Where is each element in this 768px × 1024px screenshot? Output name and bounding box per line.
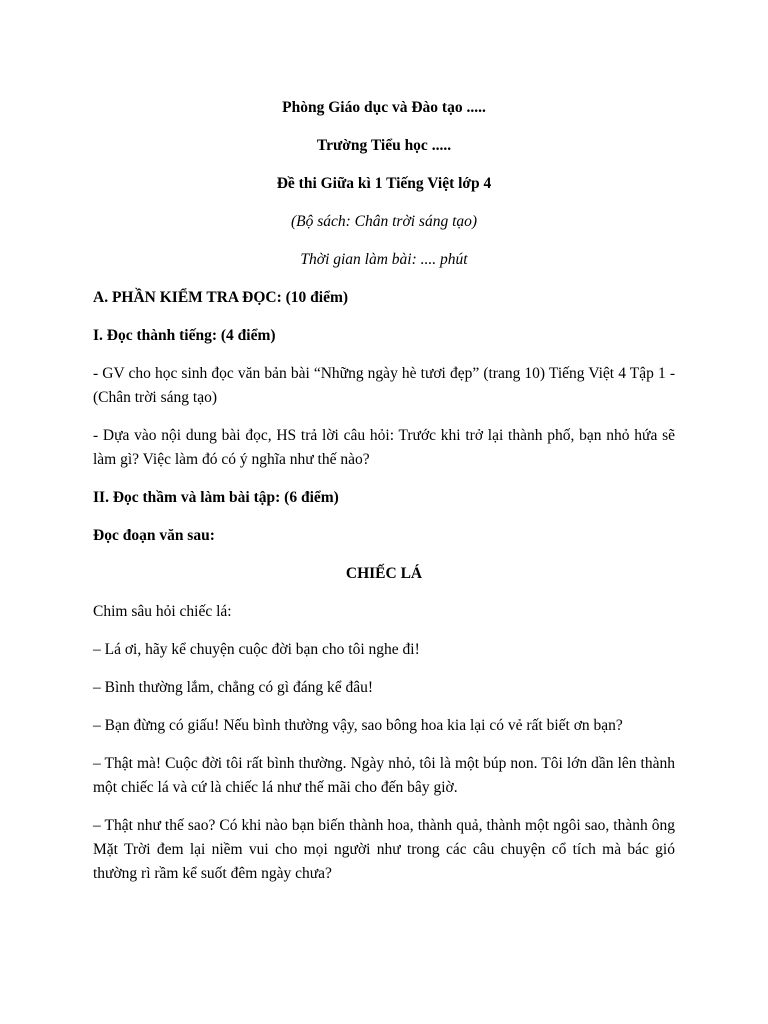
section-a-heading: A. PHẦN KIỂM TRA ĐỌC: (10 điểm) [93, 289, 349, 306]
part-1-item: - Dựa vào nội dung bài đọc, HS trả lời câu hỏi: Trước khi trở lại thành phố, bạn nhỏ hứa sẽ làm gì? Việc làm đó có ý nghĩa như thế nào? [93, 427, 675, 468]
story-line: – Thật mà! Cuộc đời tôi rất bình thường. Ngày nhỏ, tôi là một búp non. Tôi lớn dần lên thành một chiếc lá và cứ là chiếc lá như thế mãi cho đến bây giờ. [93, 755, 675, 796]
book-subtitle: (Bộ sách: Chân trời sáng tạo) [290, 213, 478, 230]
story-line: – Bạn đừng có giấu! Nếu bình thường vậy, sao bông hoa kia lại có vẻ rất biết ơn bạn? [93, 717, 623, 734]
department-heading: Phòng Giáo dục và Đào tạo ..... [282, 99, 486, 116]
part-1-heading: I. Đọc thành tiếng: (4 điểm) [93, 327, 276, 344]
reading-instruction: Đọc đoạn văn sau: [93, 527, 215, 544]
time-subtitle: Thời gian làm bài: .... phút [300, 251, 468, 268]
story-line: – Thật như thế sao? Có khi nào bạn biến thành hoa, thành quả, thành một ngôi sao, thành ông Mặt Trời đem lại niềm vui cho mọi người như trong các câu chuyện cổ tích mà bác gió thường rì rầm kể suốt đêm ngày chưa? [93, 817, 675, 882]
story-title: CHIẾC LÁ [345, 565, 423, 582]
story-line: Chim sâu hỏi chiếc lá: [93, 603, 232, 620]
school-heading: Trường Tiểu học ..... [316, 137, 452, 154]
exam-title: Đề thi Giữa kì 1 Tiếng Việt lớp 4 [276, 175, 492, 192]
part-1-item: - GV cho học sinh đọc văn bản bài “Những ngày hè tươi đẹp” (trang 10) Tiếng Việt 4 Tập 1 - (Chân trời sáng tạo) [93, 365, 675, 406]
story-line: – Lá ơi, hãy kể chuyện cuộc đời bạn cho tôi nghe đi! [93, 641, 420, 658]
document-page [93, 96, 675, 900]
story-line: – Bình thường lắm, chẳng có gì đáng kể đâu! [93, 679, 374, 696]
part-2-heading: II. Đọc thầm và làm bài tập: (6 điểm) [93, 489, 339, 506]
